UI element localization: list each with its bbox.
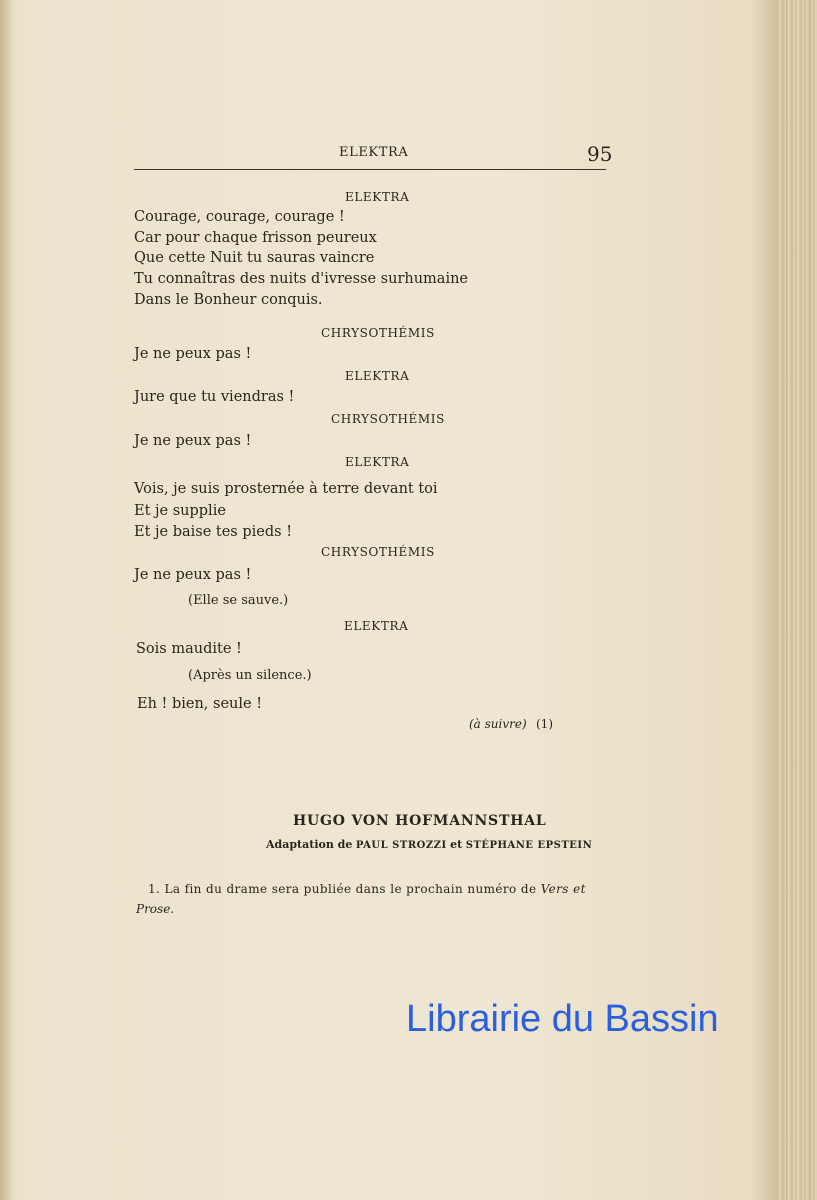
- verse-line: Que cette Nuit tu sauras vaincre: [134, 250, 375, 266]
- footnote-title-part1: Vers et: [540, 882, 586, 896]
- verse-line: Et je supplie: [134, 503, 226, 519]
- verse-line: Eh ! bien, seule !: [137, 696, 263, 712]
- speaker-elektra-4: ELEKTRA: [344, 619, 409, 633]
- adapter-1: PAUL STROZZI: [355, 840, 447, 851]
- verse-line: Je ne peux pas !: [134, 567, 252, 583]
- speaker-chrysothemis-1: CHRYSOTHÉMIS: [321, 326, 435, 340]
- running-head: [134, 140, 613, 172]
- verse-line: Sois maudite !: [136, 641, 242, 657]
- stage-direction: (Après un silence.): [188, 668, 312, 683]
- speaker-chrysothemis-3: CHRYSOTHÉMIS: [321, 545, 435, 559]
- verse-line: Vois, je suis prosternée à terre devant toi: [134, 481, 438, 497]
- adapter-joiner: et: [450, 838, 463, 851]
- speaker-elektra-1: ELEKTRA: [345, 190, 410, 204]
- author-name: HUGO VON HOFMANNSTHAL: [293, 813, 547, 829]
- footnote: [148, 883, 586, 895]
- speaker-elektra-3: ELEKTRA: [345, 455, 410, 469]
- header-rule: [134, 169, 606, 170]
- to-be-continued: (à suivre): [469, 717, 527, 731]
- verse-line: Jure que tu viendras !: [134, 389, 295, 405]
- footnote-number: 1.: [148, 882, 161, 896]
- adaptation-prefix: Adaptation de: [266, 838, 353, 851]
- speaker-elektra-2: ELEKTRA: [345, 369, 410, 383]
- verse-line: Et je baise tes pieds !: [134, 524, 293, 540]
- verse-line: Je ne peux pas !: [134, 346, 252, 362]
- adaptation-credit: [266, 839, 592, 851]
- running-title: ELEKTRA: [339, 145, 409, 160]
- page-left-edge: [0, 0, 12, 1200]
- speaker-chrysothemis-2: CHRYSOTHÉMIS: [331, 412, 445, 426]
- verse-line: Je ne peux pas !: [134, 433, 252, 449]
- verse-line: Dans le Bonheur conquis.: [134, 292, 323, 308]
- footnote-title-part2: Prose.: [136, 902, 175, 916]
- verse-line: Car pour chaque frisson peureux: [134, 230, 377, 246]
- verse-line: Tu connaîtras des nuits d'ivresse surhumaine: [134, 271, 469, 287]
- footnote-text: La fin du drame sera publiée dans le prochain numéro de: [164, 882, 537, 896]
- stage-direction: (Elle se sauve.): [188, 593, 289, 608]
- adapter-2: STÉPHANE EPSTEIN: [465, 840, 593, 851]
- watermark-logo: Librairie du Bassin: [406, 998, 719, 1040]
- page-number: 95: [587, 142, 613, 166]
- verse-line: Courage, courage, courage !: [134, 209, 345, 225]
- footnote-reference: (1): [536, 717, 553, 731]
- page-edge-strip: [777, 0, 817, 1200]
